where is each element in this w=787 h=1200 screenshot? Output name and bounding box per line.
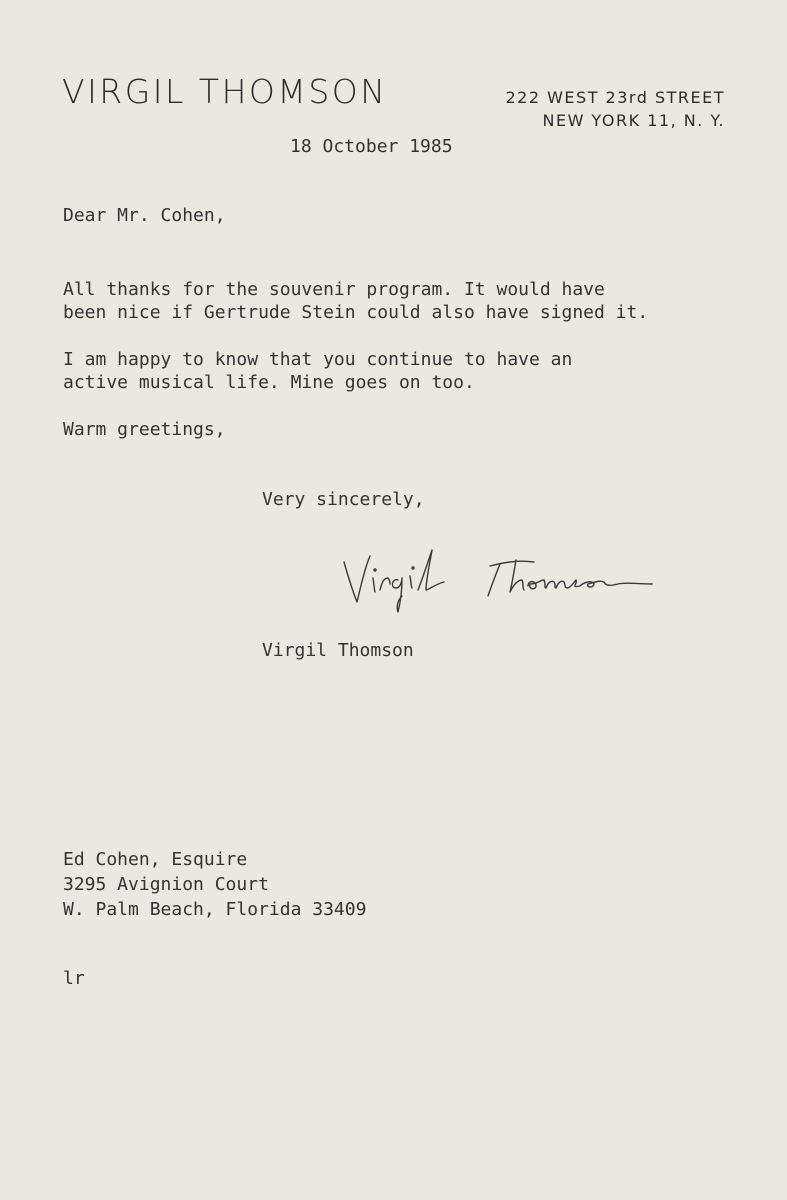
recipient-line-1: Ed Cohen, Esquire: [63, 849, 248, 870]
signature-stroke-i2: [410, 576, 412, 588]
typist-initials: lr: [63, 968, 85, 989]
signature-stroke-h: [510, 560, 524, 592]
letterhead-address: [505, 86, 725, 132]
letterhead-name: VIRGIL THOMSON: [62, 72, 388, 111]
paragraph-2-line-1: I am happy to know that you continue to have an: [63, 349, 573, 370]
letterhead-address-line1: 222 WEST 23rd STREET: [505, 88, 725, 107]
signature-stroke-omson: [528, 580, 652, 589]
paragraph-1-line-1: All thanks for the souvenir program. It would have: [63, 279, 605, 300]
letterhead-address-line2: NEW YORK 11, N. Y.: [542, 111, 725, 130]
closing: Very sincerely,: [262, 489, 425, 510]
recipient-line-3: W. Palm Beach, Florida 33409: [63, 899, 367, 920]
paragraph-1-line-2: been nice if Gertrude Stein could also have signed it.: [63, 302, 649, 323]
paragraph-2-line-2: active musical life. Mine goes on too.: [63, 372, 475, 393]
signature-stroke-t-stem: [488, 564, 500, 596]
signature-stroke-t-bar: [490, 561, 534, 566]
signature-stroke-v: [344, 556, 370, 602]
signature-dot-i2: [412, 567, 414, 569]
warm-greetings: Warm greetings,: [63, 419, 226, 440]
handwritten-signature: [340, 540, 670, 618]
signature-stroke-g: [392, 578, 402, 612]
recipient-line-2: 3295 Avignion Court: [63, 874, 269, 895]
signature-stroke-l: [418, 550, 444, 590]
signature-stroke-r: [380, 578, 390, 590]
signature-stroke-i: [373, 578, 375, 592]
letter-date: 18 October 1985: [290, 136, 453, 157]
salutation: Dear Mr. Cohen,: [63, 205, 226, 226]
typed-signer-name: Virgil Thomson: [262, 640, 414, 661]
signature-dot-i: [374, 569, 376, 571]
